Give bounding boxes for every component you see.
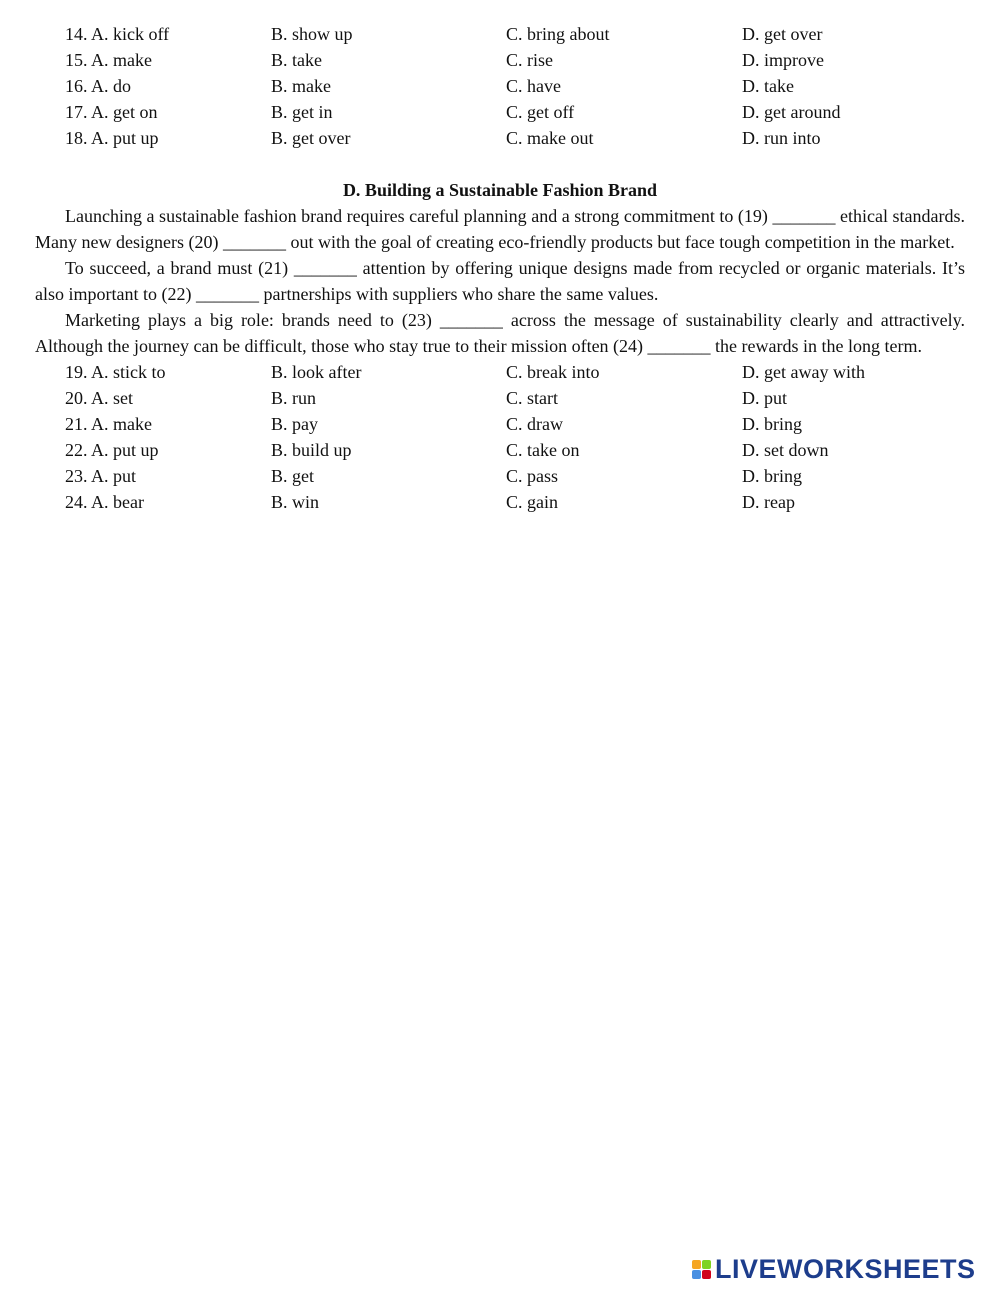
option-a: 23. A. put [65, 466, 137, 486]
passage-paragraph-1: Launching a sustainable fashion brand requires careful planning and a strong commitment to (19) _______ ethical standards. Many new designers (20) _______ out with the goal of creating eco-friendly products but face tough competition in the market. [35, 206, 965, 252]
option-c: C. take on [506, 440, 580, 460]
option-c: C. make out [506, 128, 594, 148]
option-a: 20. A. set [65, 388, 134, 408]
logo-badge-icon [692, 1260, 711, 1279]
option-b: B. show up [271, 24, 353, 44]
option-a: 22. A. put up [65, 440, 159, 460]
question-19 [35, 359, 965, 385]
option-d: D. run into [742, 128, 821, 148]
logo-square-4 [702, 1270, 711, 1279]
option-a: 18. A. put up [65, 128, 159, 148]
option-d: D. reap [742, 492, 795, 512]
option-d: D. get around [742, 102, 841, 122]
option-d: D. bring [742, 466, 802, 486]
option-a: 16. A. do [65, 76, 132, 96]
questions-14-18 [35, 21, 965, 151]
logo-text: LIVEWORKSHEETS [715, 1253, 976, 1284]
section-d-title: D. Building a Sustainable Fashion Brand [342, 180, 658, 200]
questions-19-24 [35, 359, 965, 515]
option-b: B. win [271, 492, 320, 512]
option-a: 15. A. make [65, 50, 152, 70]
option-c: C. draw [506, 414, 563, 434]
option-b: B. pay [271, 414, 318, 434]
option-b: B. look after [271, 362, 362, 382]
option-c: C. gain [506, 492, 558, 512]
worksheet-page [35, 21, 965, 515]
option-b: B. get [271, 466, 314, 486]
question-21 [35, 411, 965, 437]
section-d-passage [35, 203, 965, 359]
option-d: D. put [742, 388, 787, 408]
option-b: B. get over [271, 128, 351, 148]
logo-square-3 [692, 1270, 701, 1279]
passage-paragraph-2: To succeed, a brand must (21) _______ attention by offering unique designs made from recycled or organic materials. It’s also important to (22) _______ partnerships with suppliers who share the same values. [35, 258, 965, 304]
question-15 [35, 47, 965, 73]
option-a: 21. A. make [65, 414, 152, 434]
option-c: C. get off [506, 102, 575, 122]
option-c: C. have [506, 76, 561, 96]
logo-square-2 [702, 1260, 711, 1269]
question-24 [35, 489, 965, 515]
question-22 [35, 437, 965, 463]
logo-square-1 [692, 1260, 701, 1269]
option-c: C. rise [506, 50, 553, 70]
option-d: D. bring [742, 414, 802, 434]
liveworksheets-logo [692, 1255, 976, 1283]
option-c: C. pass [506, 466, 559, 486]
passage-paragraph-3: Marketing plays a big role: brands need to (23) _______ across the message of sustainability clearly and attractively. Although the journey can be difficult, those who stay true to their mission often (24) _______ the rewards in the long term. [35, 310, 965, 356]
option-a: 14. A. kick off [65, 24, 170, 44]
option-d: D. get away with [742, 362, 865, 382]
question-20 [35, 385, 965, 411]
option-c: C. bring about [506, 24, 610, 44]
option-b: B. take [271, 50, 322, 70]
option-b: B. build up [271, 440, 352, 460]
option-d: D. improve [742, 50, 824, 70]
question-17 [35, 99, 965, 125]
option-d: D. get over [742, 24, 823, 44]
option-c: C. start [506, 388, 558, 408]
option-a: 17. A. get on [65, 102, 158, 122]
option-d: D. set down [742, 440, 829, 460]
option-b: B. get in [271, 102, 333, 122]
question-14 [35, 21, 965, 47]
option-d: D. take [742, 76, 794, 96]
option-b: B. make [271, 76, 331, 96]
option-c: C. break into [506, 362, 600, 382]
option-b: B. run [271, 388, 316, 408]
question-16 [35, 73, 965, 99]
option-a: 19. A. stick to [65, 362, 166, 382]
question-23 [35, 463, 965, 489]
option-a: 24. A. bear [65, 492, 144, 512]
question-18 [35, 125, 965, 151]
